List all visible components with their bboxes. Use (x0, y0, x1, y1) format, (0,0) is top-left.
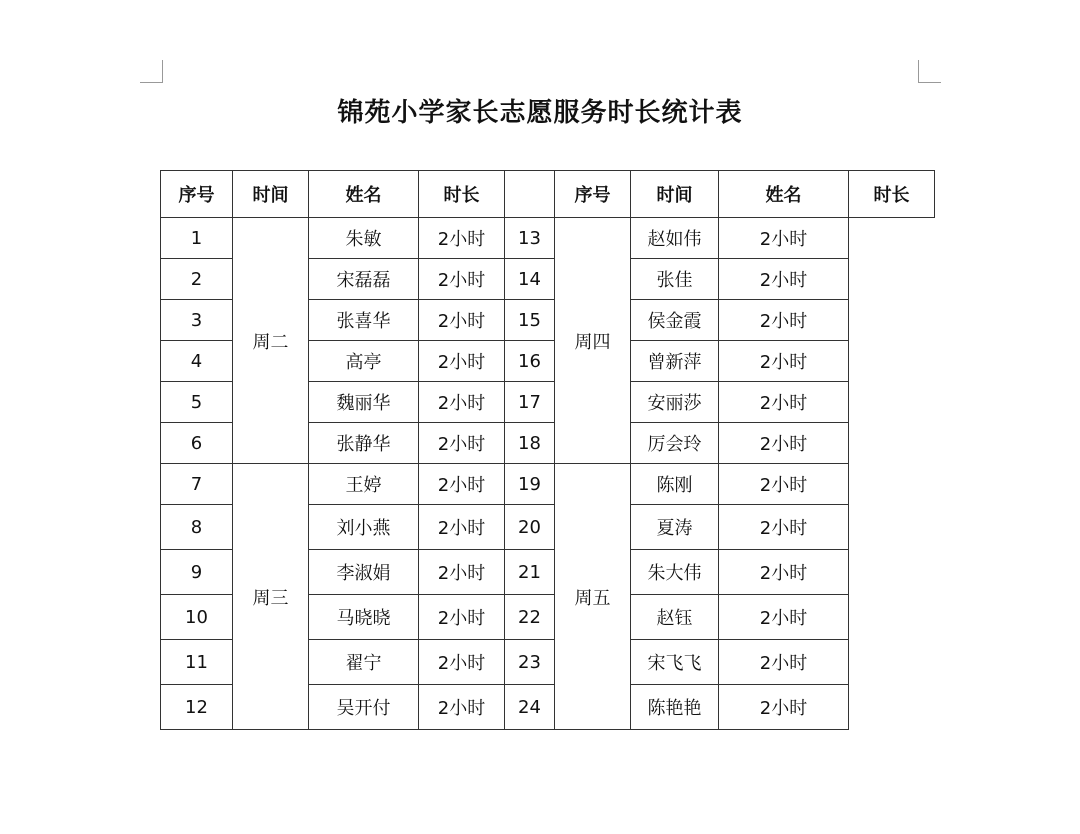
seq-cell: 24 (505, 685, 555, 730)
seq-cell: 6 (161, 423, 233, 464)
name-cell: 高亭 (309, 341, 419, 382)
name-cell: 张佳 (631, 259, 719, 300)
seq-cell: 23 (505, 640, 555, 685)
name-cell: 张喜华 (309, 300, 419, 341)
seq-cell: 10 (161, 595, 233, 640)
name-cell: 赵钰 (631, 595, 719, 640)
name-cell: 安丽莎 (631, 382, 719, 423)
name-cell: 赵如伟 (631, 218, 719, 259)
table-row (161, 218, 935, 259)
name-cell: 李淑娟 (309, 550, 419, 595)
duration-cell: 2小时 (419, 505, 505, 550)
seq-cell: 3 (161, 300, 233, 341)
seq-cell: 4 (161, 341, 233, 382)
header-time: 时间 (631, 171, 719, 218)
duration-cell: 2小时 (419, 423, 505, 464)
seq-cell: 19 (505, 464, 555, 505)
seq-cell: 21 (505, 550, 555, 595)
name-cell: 侯金霞 (631, 300, 719, 341)
duration-cell: 2小时 (419, 685, 505, 730)
seq-cell: 16 (505, 341, 555, 382)
seq-cell: 1 (161, 218, 233, 259)
duration-cell: 2小时 (419, 595, 505, 640)
seq-cell: 17 (505, 382, 555, 423)
duration-cell: 2小时 (419, 550, 505, 595)
name-cell: 朱敏 (309, 218, 419, 259)
crop-mark-top-right (918, 60, 941, 83)
seq-cell: 8 (161, 505, 233, 550)
name-cell: 陈艳艳 (631, 685, 719, 730)
header-seq: 序号 (161, 171, 233, 218)
duration-cell: 2小时 (419, 218, 505, 259)
volunteer-hours-table (160, 170, 935, 730)
name-cell: 宋飞飞 (631, 640, 719, 685)
seq-cell: 11 (161, 640, 233, 685)
seq-cell: 20 (505, 505, 555, 550)
duration-cell: 2小时 (719, 595, 849, 640)
duration-cell: 2小时 (719, 382, 849, 423)
header-name: 姓名 (309, 171, 419, 218)
name-cell: 马晓晓 (309, 595, 419, 640)
document-title: 锦苑小学家长志愿服务时长统计表 (337, 98, 743, 128)
name-cell: 刘小燕 (309, 505, 419, 550)
duration-cell: 2小时 (719, 640, 849, 685)
table-row (161, 464, 935, 505)
header-name: 姓名 (719, 171, 849, 218)
duration-cell: 2小时 (719, 300, 849, 341)
header-seq: 序号 (555, 171, 631, 218)
duration-cell: 2小时 (719, 685, 849, 730)
name-cell: 厉会玲 (631, 423, 719, 464)
seq-cell: 22 (505, 595, 555, 640)
duration-cell: 2小时 (419, 300, 505, 341)
name-cell: 张静华 (309, 423, 419, 464)
duration-cell: 2小时 (719, 423, 849, 464)
name-cell: 陈刚 (631, 464, 719, 505)
header-duration: 时长 (849, 171, 935, 218)
duration-cell: 2小时 (719, 259, 849, 300)
duration-cell: 2小时 (719, 341, 849, 382)
name-cell: 魏丽华 (309, 382, 419, 423)
duration-cell: 2小时 (719, 464, 849, 505)
duration-cell: 2小时 (419, 464, 505, 505)
seq-cell: 18 (505, 423, 555, 464)
name-cell: 宋磊磊 (309, 259, 419, 300)
name-cell: 曾新萍 (631, 341, 719, 382)
name-cell: 翟宁 (309, 640, 419, 685)
day-cell: 周四 (555, 218, 631, 464)
duration-cell: 2小时 (419, 259, 505, 300)
crop-mark-top-left (140, 60, 163, 83)
duration-cell: 2小时 (719, 550, 849, 595)
seq-cell: 12 (161, 685, 233, 730)
seq-cell: 14 (505, 259, 555, 300)
day-cell: 周三 (233, 464, 309, 730)
column-gap (505, 171, 555, 218)
duration-cell: 2小时 (419, 382, 505, 423)
duration-cell: 2小时 (419, 640, 505, 685)
seq-cell: 15 (505, 300, 555, 341)
header-time: 时间 (233, 171, 309, 218)
seq-cell: 7 (161, 464, 233, 505)
duration-cell: 2小时 (419, 341, 505, 382)
name-cell: 朱大伟 (631, 550, 719, 595)
seq-cell: 5 (161, 382, 233, 423)
name-cell: 吴开付 (309, 685, 419, 730)
duration-cell: 2小时 (719, 218, 849, 259)
header-duration: 时长 (419, 171, 505, 218)
name-cell: 夏涛 (631, 505, 719, 550)
seq-cell: 13 (505, 218, 555, 259)
day-cell: 周二 (233, 218, 309, 464)
header-row (161, 171, 935, 218)
seq-cell: 9 (161, 550, 233, 595)
seq-cell: 2 (161, 259, 233, 300)
name-cell: 王婷 (309, 464, 419, 505)
day-cell: 周五 (555, 464, 631, 730)
duration-cell: 2小时 (719, 505, 849, 550)
